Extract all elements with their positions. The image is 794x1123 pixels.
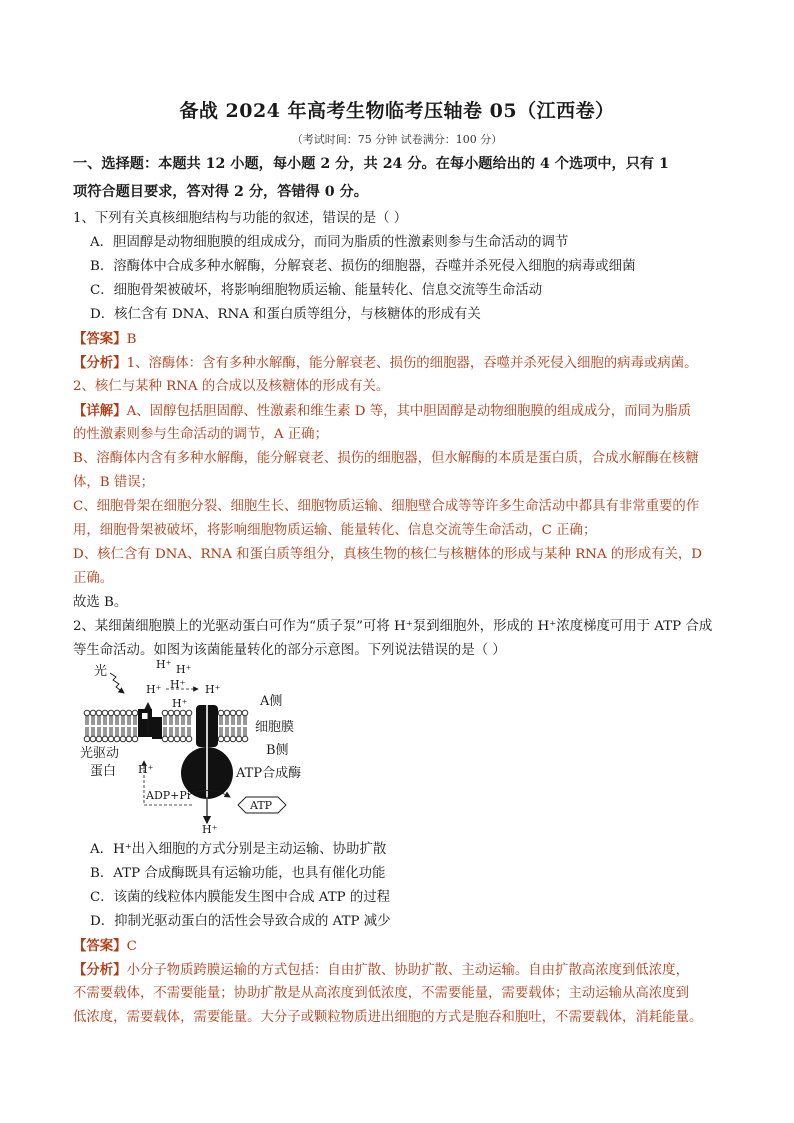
energy-conversion-diagram: [80, 655, 310, 840]
lipid-head: [120, 736, 126, 742]
lipid-head: [102, 710, 108, 716]
lipid-head: [96, 736, 102, 742]
lipid-head: [102, 736, 108, 742]
lipid-head: [132, 736, 138, 742]
h-plus-label: H⁺: [146, 683, 162, 696]
lipid-head: [236, 736, 242, 742]
h-plus-label: H⁺: [156, 658, 172, 671]
h-plus-label: H⁺: [202, 823, 218, 836]
lipid-head: [132, 710, 138, 716]
lipid-head: [224, 736, 230, 742]
q1-detail-line2: 的性激素则参与生命活动的调节，A 正确；: [73, 427, 328, 442]
lipid-head: [84, 736, 90, 742]
q1-detail-line4: 体，B 错误；: [73, 475, 155, 490]
analysis-text: 1、溶酶体：含有多种水解酶，能分解衰老、损伤的细胞器，吞噬并杀死侵入细胞的病毒或病菌。: [126, 356, 698, 371]
lipid-head: [218, 736, 224, 742]
q2-option-b: B．ATP 合成酶既具有运输功能，也具有催化功能: [90, 866, 386, 881]
section-heading-line1: 一、选择题：本题共 12 小题，每小题 2 分，共 24 分。在每小题给出的 4 个选项中，只有 1: [73, 156, 669, 172]
page-title: 备战 2024 年高考生物临考压轴卷 05（江西卷）: [179, 100, 615, 122]
q1-detail-line3: B、溶酶体内含有多种水解酶，能分解衰老、损伤的细胞器，但水解酶的本质是蛋白质，合成水解酶在核糖: [73, 451, 699, 466]
q1-stem: 1、下列有关真核细胞结构与功能的叙述，错误的是（ ）: [73, 211, 408, 226]
h-plus-label: H⁺: [138, 763, 154, 776]
lipid-head: [96, 710, 102, 716]
answer-value: B: [126, 332, 137, 347]
q2-analysis-line2: 不需要载体，不需要能量；协助扩散是从高浓度到低浓度，不需要能量，需要载体；主动运输从高浓度到: [73, 986, 689, 1001]
lipid-head: [120, 710, 126, 716]
lipid-head: [114, 736, 120, 742]
side-a-label: A侧: [260, 694, 283, 709]
lipid-head: [180, 710, 186, 716]
atp-label: ATP: [250, 799, 273, 812]
q2-stem-line2: 等生命活动。如图为该菌能量转化的部分示意图。下列说法错误的是（ ）: [73, 643, 506, 658]
q1-analysis-line2: 2、核仁与某种 RNA 的合成以及核糖体的形成有关。: [73, 379, 390, 394]
lipid-head: [174, 736, 180, 742]
answer-value: C: [126, 939, 137, 954]
lipid-head: [174, 710, 180, 716]
lipid-head: [236, 710, 242, 716]
lipid-head: [108, 710, 114, 716]
answer-tag: 【答案】: [73, 331, 127, 347]
lipid-head: [114, 710, 120, 716]
q1-answer: [73, 329, 733, 350]
light-driven-protein: [138, 709, 162, 739]
q2-analysis-line1: [73, 960, 733, 981]
analysis-text: 小分子物质跨膜运输的方式包括：自由扩散、协助扩散、主动运输。自由扩散高浓度到低浓度，: [126, 963, 689, 978]
lipid-head: [162, 710, 168, 716]
lipid-head: [242, 736, 248, 742]
q1-detail-line7: D、核仁含有 DNA、RNA 和蛋白质等组分，真核生物的核仁与核糖体的形成与某种 RNA 的形成有关，D: [73, 547, 703, 562]
lipid-head: [224, 710, 230, 716]
analysis-tag: 【分析】: [73, 962, 127, 978]
lipid-head: [186, 710, 192, 716]
lipid-head: [218, 710, 224, 716]
h-plus-label: H⁺: [176, 663, 192, 676]
q1-analysis-line1: [73, 353, 733, 374]
pump-label-line2: 蛋白: [90, 764, 117, 779]
adp-pi-label: ADP+Pi: [146, 789, 191, 802]
pump-label-line1: 光驱动: [80, 746, 120, 761]
exam-info: （考试时间：75 分钟 试卷满分：100 分）: [291, 133, 503, 146]
lipid-head: [242, 710, 248, 716]
detail-text: A、固醇包括胆固醇、性激素和维生素 D 等，其中胆固醇是动物细胞膜的组成成分，而同为脂质: [126, 404, 692, 419]
lipid-head: [90, 736, 96, 742]
lipid-head: [186, 736, 192, 742]
q1-detail-line1: [73, 401, 733, 422]
lipid-head: [230, 710, 236, 716]
lipid-head: [168, 736, 174, 742]
q1-conclusion: 故选 B。: [73, 595, 128, 610]
lipid-head: [90, 710, 96, 716]
q2-stem-line1: 2、某细菌细胞膜上的光驱动蛋白可作为“质子泵”可将 H⁺泵到细胞外，形成的 H⁺浓度梯度可用于 ATP 合成: [73, 619, 713, 634]
q2-answer: [73, 936, 733, 957]
lipid-head: [162, 736, 168, 742]
h-plus-label: H⁺: [170, 678, 186, 691]
q1-detail-line5: C、细胞骨架在细胞分裂、细胞生长、细胞物质运输、细胞壁合成等等许多生命活动中都具有非常重要的作: [73, 499, 700, 514]
analysis-tag: 【分析】: [73, 355, 127, 371]
lipid-head: [126, 736, 132, 742]
answer-tag: 【答案】: [73, 938, 127, 954]
q2-analysis-line3: 低浓度，需要载体，需要能量。大分子或颗粒物质进出细胞的方式是胞吞和胞吐，不需要载体，消耗能量。: [73, 1010, 703, 1025]
lipid-head: [126, 710, 132, 716]
q1-option-d: D．核仁含有 DNA、RNA 和蛋白质等组分，与核糖体的形成有关: [90, 307, 481, 322]
light-label: 光: [94, 664, 108, 679]
q1-option-c: C．细胞骨架被破坏，将影响细胞物质运输、能量转化、信息交流等生命活动: [90, 283, 543, 298]
lipid-bilayer: [84, 710, 248, 742]
detail-tag: 【详解】: [73, 403, 127, 419]
atp-synthase-label: ATP合成酶: [236, 766, 302, 781]
q2-option-a: A．H⁺出入细胞的方式分别是主动运输、协助扩散: [90, 842, 387, 857]
q1-detail-line8: 正确。: [73, 571, 114, 586]
q2-option-c: C．该菌的线粒体内膜能发生图中合成 ATP 的过程: [90, 890, 391, 905]
q1-option-b: B．溶酶体中合成多种水解酶，分解衰老、损伤的细胞器，吞噬并杀死侵入细胞的病毒或细菌: [90, 259, 636, 274]
membrane-label: 细胞膜: [255, 720, 295, 735]
h-plus-label: H⁺: [205, 683, 221, 696]
q1-option-a: A．胆固醇是动物细胞膜的组成成分，而同为脂质的性激素则参与生命活动的调节: [90, 235, 569, 250]
side-b-label: B侧: [266, 743, 289, 758]
lipid-head: [84, 710, 90, 716]
lipid-head: [180, 736, 186, 742]
lipid-head: [168, 710, 174, 716]
h-plus-label: H⁺: [172, 697, 188, 710]
q2-option-d: D．抑制光驱动蛋白的活性会导致合成的 ATP 减少: [90, 914, 391, 929]
lipid-head: [108, 736, 114, 742]
section-heading-line2: 项符合题目要求，答对得 2 分，答错得 0 分。: [73, 184, 368, 200]
lipid-head: [230, 736, 236, 742]
q1-detail-line6: 用，细胞骨架被破坏，将影响细胞物质运输、能量转化、信息交流等生命活动，C 正确；: [73, 523, 597, 538]
